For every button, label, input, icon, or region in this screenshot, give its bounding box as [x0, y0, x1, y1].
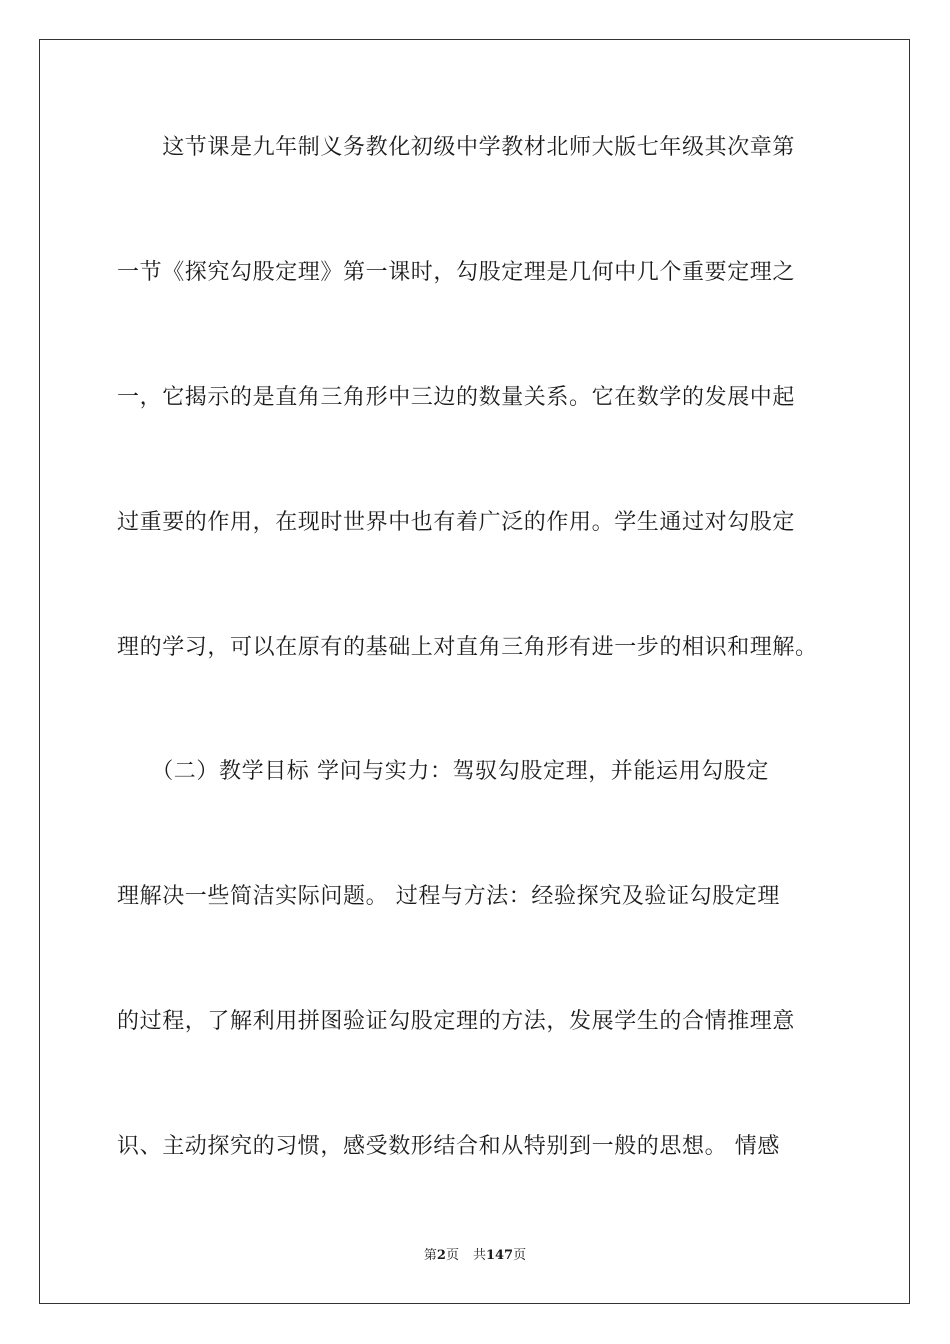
body-text-line-4: 过重要的作用，在现时世界中也有着广泛的作用。学生通过对勾股定: [117, 510, 796, 535]
body-text-line-6: （二）教学目标 学问与实力：驾驭勾股定理，并能运用勾股定: [117, 759, 769, 784]
page-footer: [0, 1248, 950, 1264]
body-text-line-8: 的过程，了解利用拼图验证勾股定理的方法，发展学生的合情推理意: [117, 1009, 796, 1034]
footer-total-pages: 147: [485, 1248, 514, 1263]
page-border: [39, 39, 910, 1304]
footer-page-prefix: 第: [423, 1248, 437, 1263]
body-text-line-9: 识、主动探究的习惯，感受数形结合和从特别到一般的思想。 情感: [117, 1134, 780, 1159]
footer-total-prefix: 共: [472, 1248, 486, 1263]
body-text-line-3: 一，它揭示的是直角三角形中三边的数量关系。它在数学的发展中起: [117, 385, 796, 410]
body-text-line-5: 理的学习，可以在原有的基础上对直角三角形有进一步的相识和理解。: [117, 635, 818, 660]
footer-total-suffix: 页: [513, 1248, 527, 1263]
body-text-line-7: 理解决一些简洁实际问题。 过程与方法：经验探究及验证勾股定理: [117, 884, 780, 909]
body-text-line-2: 一节《探究勾股定理》第一课时，勾股定理是几何中几个重要定理之: [117, 260, 796, 285]
body-text-line-1: 这节课是九年制义务教化初级中学教材北师大版七年级其次章第: [117, 135, 796, 160]
footer-page-number: 2: [436, 1248, 446, 1263]
footer-page-suffix: 页: [445, 1248, 459, 1263]
